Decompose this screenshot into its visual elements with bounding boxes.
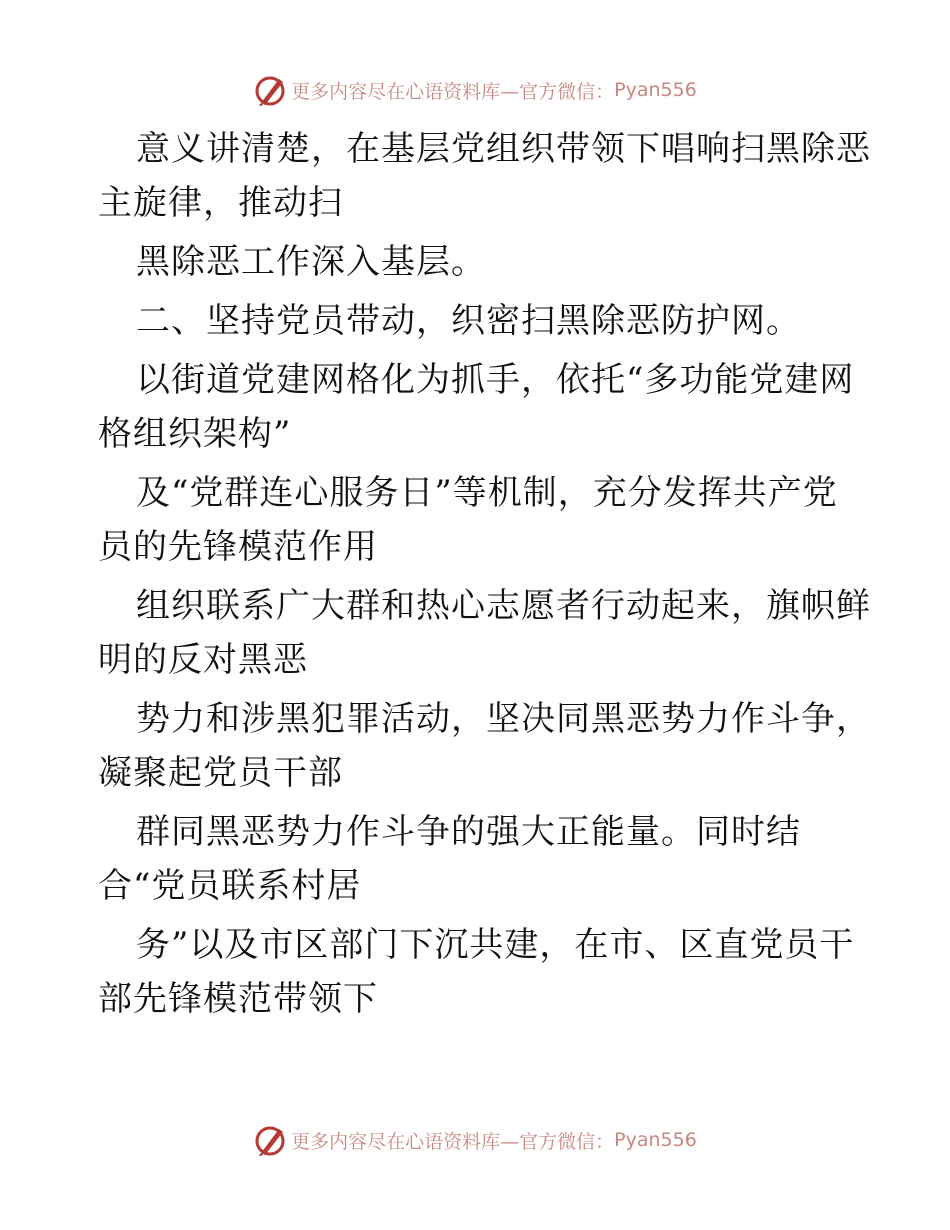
text-line: 势力和涉黑犯罪活动，坚决同黑恶势力作斗争， (136, 699, 871, 739)
header-watermark (0, 70, 950, 110)
text-line: 组织联系广大群和热心志愿者行动起来，旗帜鲜 (136, 586, 871, 626)
text-line: 部先锋模范带领下 (98, 979, 378, 1019)
text-line: 员的先锋模范作用 (98, 527, 378, 567)
text-line: 凝聚起党员干部 (98, 753, 343, 793)
watermark-wechat-id: Pyan556 (614, 79, 697, 101)
document-body (98, 122, 871, 1026)
text-line: 群同黑恶势力作斗争的强大正能量。同时结 (136, 812, 801, 852)
text-line: 主旋律，推动扫 (98, 183, 343, 223)
text-line: 务”以及市区部门下沉共建，在市、区直党员干 (136, 925, 855, 965)
text-line: 黑除恶工作深入基层。 (136, 242, 486, 282)
watermark-text: 更多内容尽在心语资料库—官方微信： (291, 1130, 615, 1153)
watermark-wechat-id: Pyan556 (614, 1129, 697, 1151)
watermark-text: 更多内容尽在心语资料库—官方微信： (291, 80, 615, 103)
footer-watermark (0, 1120, 950, 1160)
text-line: 意义讲清楚，在基层党组织带领下唱响扫黑除恶 (136, 129, 871, 169)
text-line: 格组织架构” (98, 414, 292, 454)
text-line: 明的反对黑恶 (98, 640, 308, 680)
pen-logo-icon (253, 73, 287, 107)
pen-logo-icon (253, 1123, 287, 1157)
text-line: 及“党群连心服务日”等机制，充分发挥共产党 (136, 473, 838, 513)
text-line: 以街道党建网格化为抓手，依托“多功能党建网 (136, 360, 855, 400)
text-line: 合“党员联系村居 (98, 866, 362, 906)
text-line: 二、坚持党员带动，织密扫黑除恶防护网。 (136, 301, 801, 341)
